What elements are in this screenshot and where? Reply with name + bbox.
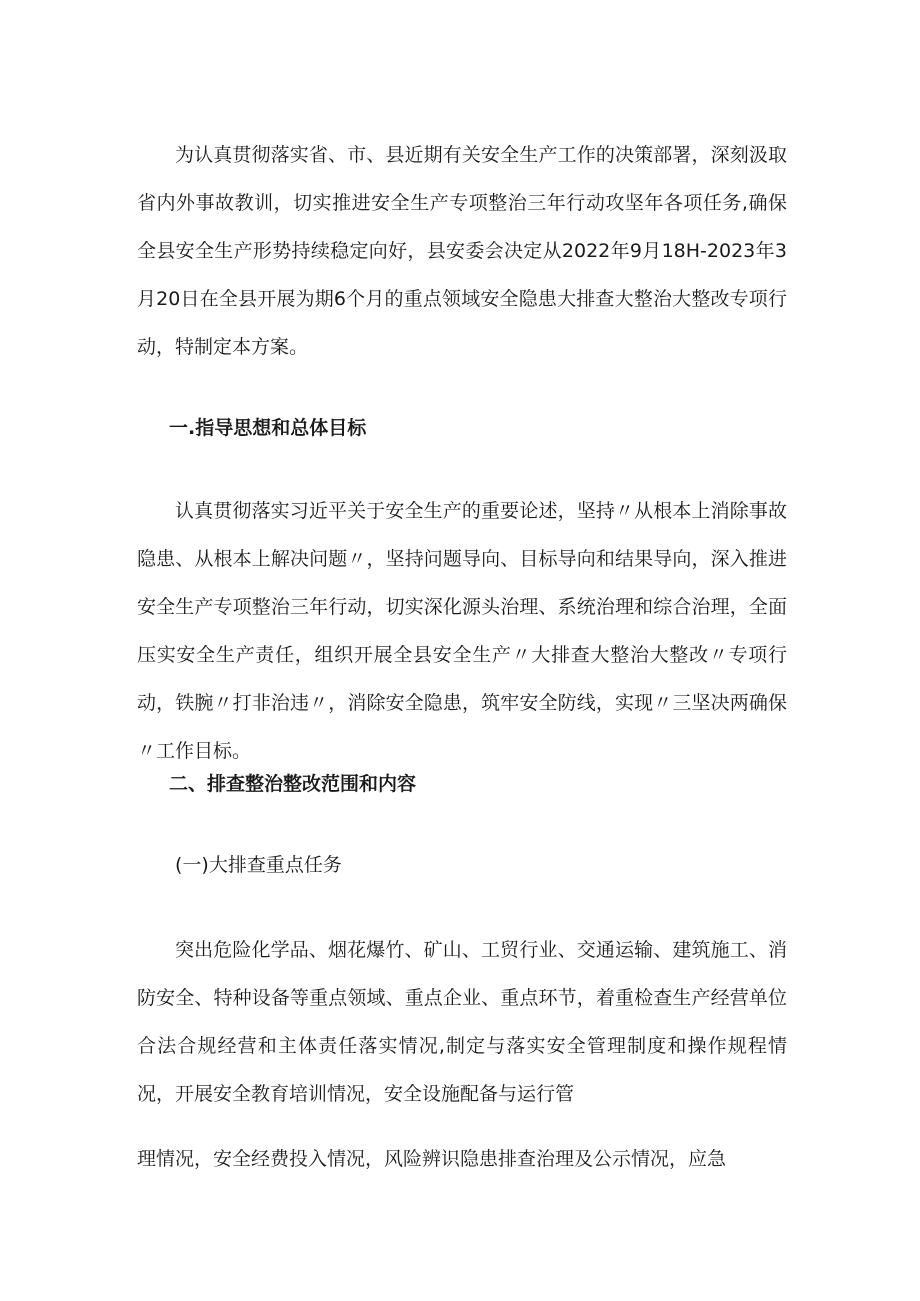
section-heading-guiding-ideology: 一.指导思想和总体目标 <box>169 417 367 439</box>
intro-paragraph: 为认真贯彻落实省、市、县近期有关安全生产工作的决策部署，深刻汲取省内外事故教训，切实推进安全生产专项整治三年行动攻坚年各项任务,确保全县安全生产形势持续稳定向好，县安委会决定从2022年9月18H-2023年3月20日在全县开展为期6个月的重点领域安全隐患大排查大整治大整改专项行动，特制定本方案。 <box>137 144 787 358</box>
section-heading-scope-content: 二、排查整治整改范围和内容 <box>169 773 417 795</box>
investigation-tasks-continued-paragraph: 理情况，安全经费投入情况，风险辨识隐患排查治理及公示情况，应急 <box>137 1148 727 1170</box>
subsection-heading-investigation-tasks: (一)大排查重点任务 <box>175 854 342 876</box>
investigation-tasks-paragraph: 突出危险化学品、烟花爆竹、矿山、工贸行业、交通运输、建筑施工、消防安全、特种设备等重点领域、重点企业、重点环节，着重检查生产经营单位合法合规经营和主体责任落实情况,制定与落实安全管理制度和操作规程情况，开展安全教育培训情况，安全设施配备与运行管 <box>137 939 787 1105</box>
guiding-ideology-paragraph: 认真贯彻落实习近平关于安全生产的重要论述，坚持〃从根本上消除事故隐患、从根本上解决问题〃，坚持问题导向、目标导向和结果导向，深入推进安全生产专项整治三年行动，切实深化源头治理、系统治理和综合治理，全面压实安全生产责任，组织开展全县安全生产〃大排查大整治大整改〃专项行动，铁腕〃打非治违〃，消除安全隐患，筑牢安全防线，实现〃三坚决两确保〃工作目标。 <box>137 500 787 762</box>
